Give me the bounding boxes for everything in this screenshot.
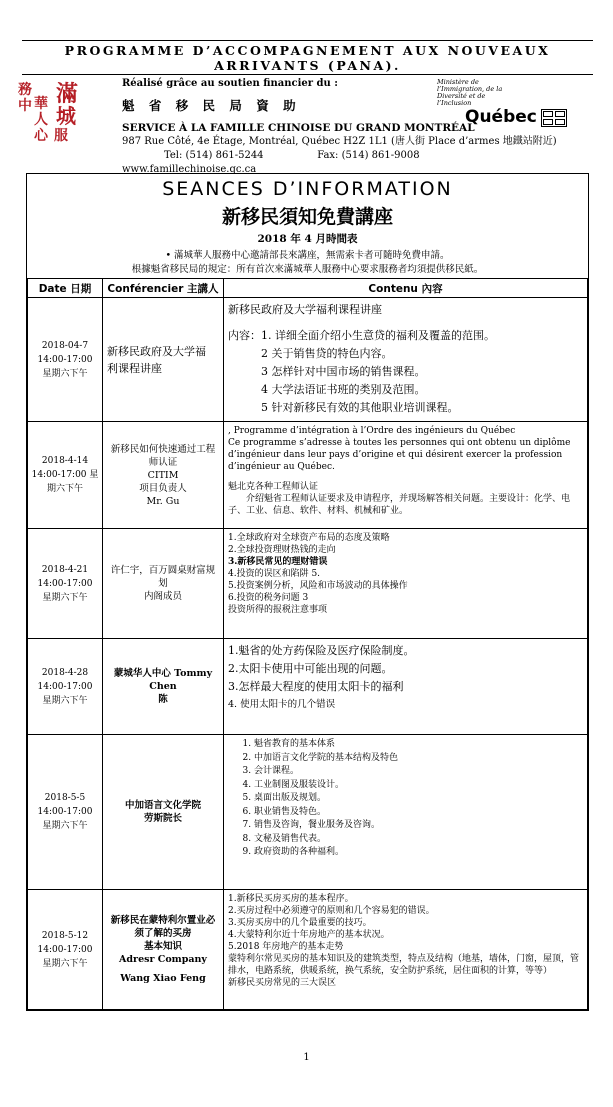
contact-line: [122, 149, 589, 177]
quebec-wordmark: Québec: [465, 107, 537, 127]
fleur-de-lis-flag-icon: [541, 109, 567, 127]
ministry-name: Ministère de l’Immigration, de la Diversité et de l’Inclusion: [437, 78, 503, 107]
session-speaker: 蒙城华人中心 Tommy Chen 陈: [103, 639, 224, 735]
table-row: [28, 735, 588, 890]
note-line: • 滿城華人服務中心邀請部長來講座，無需索卡者可隨時免費申請。: [165, 250, 450, 261]
logo-char: 滿: [56, 81, 79, 107]
table-header-row: [28, 279, 588, 298]
session-content: , Programme d’intégration à l’Ordre des ingénieurs du Québec Ce programme s’adresse à toutes les personnes qui ont obtenu un diplôme d’ingénieur dans leur pays d’origine et qui désirent exercer la profession d’ingénieur au Québec. 魁北克各种工程师认证 介绍魁省工程师认证要求及申请程序，并现场解答相关问题。主要设计：化学、电子、工业、信息、软件、材料、机械和矿业。: [224, 422, 588, 529]
sessions-table: [27, 278, 588, 1010]
table-row: [28, 298, 588, 422]
note-line: 根據魁省移民局的規定：所有首次來滿城華人服務中心要求服務者均須提供移民紙。: [131, 264, 484, 275]
session-date: 2018-04-7 14:00-17:00 星期六下午: [28, 298, 103, 422]
table-row: [28, 639, 588, 735]
table-row: [28, 529, 588, 639]
header-date: Date 日期: [28, 279, 103, 298]
website-link[interactable]: www.famillechinoise.qc.ca: [122, 164, 257, 175]
organization-name: SERVICE À LA FAMILLE CHINOISE DU GRAND MONTRÉAL: [122, 122, 475, 134]
letterhead: [18, 75, 589, 175]
page-number: 1: [303, 1052, 310, 1063]
session-speaker: 中加语言文化学院 劳斯院长: [103, 735, 224, 890]
fax: Fax: (514) 861-9008: [317, 150, 420, 161]
logo-char: 心: [34, 128, 48, 144]
program-title: PROGRAMME D’ACCOMPAGNEMENT AUX NOUVEAUX ARRIVANTS (PANA).: [22, 40, 593, 75]
content-frame: [26, 173, 589, 1011]
section-subtitle: 新移民須知免費講座: [221, 206, 393, 228]
session-date: 2018-4-28 14:00-17:00 星期六下午: [28, 639, 103, 735]
list-item: 7. 销售及咨询，餐业服务及咨询。: [254, 819, 583, 833]
organization-logo: [18, 81, 96, 151]
session-speaker: 许仁宇，百万圆桌财富规划 内阁成员: [103, 529, 224, 639]
list-item: 3. 会计课程。: [254, 765, 583, 779]
list-item: 2. 中加语言文化学院的基本结构及特色: [254, 752, 583, 766]
session-speaker: 新移民在蒙特利尔置业必 须了解的买房 基本知识 Adresr Company Wang Xiao Feng: [103, 890, 224, 1010]
session-content: 新移民政府及大学福利课程讲座 内容：1. 详细全面介绍小生意贷的福利及覆盖的范围。 2 关于销售贷的特色内容。 3 怎样针对中国市场的销售课程。 4 大学法语证书班的类别及范围。 5 针对新移民有效的其他职业培训课程。: [224, 298, 588, 422]
schedule-label: 2018 年 4 月時間表: [257, 233, 358, 245]
logo-char: 中: [18, 98, 32, 114]
funding-line: Réalisé grâce au soutien financier du :: [122, 78, 338, 89]
content-list: [228, 738, 583, 860]
funding-zh: 魁 省 移 民 局 資 助: [122, 98, 301, 113]
session-content: 1.魁省的处方药保险及医疗保险制度。 2.太阳卡使用中可能出现的问题。 3.怎样最大程度的使用太阳卡的福利 4. 使用太阳卡的几个错误: [224, 639, 588, 735]
logo-char: 服: [54, 128, 68, 144]
session-date: 2018-5-5 14:00-17:00 星期六下午: [28, 735, 103, 890]
quebec-government-logo: [413, 79, 583, 129]
list-item: 1. 魁省教育的基本体系: [254, 738, 583, 752]
address: 987 Rue Côté, 4e Étage, Montréal, Québec H2Z 1L1 (唐人街 Place d’armes 地鐵站附近): [122, 136, 557, 147]
section-title: SEANCES D’INFORMATION: [162, 178, 453, 200]
session-speaker: 新移民如何快速通过工程 师认证 CITIM 项目负责人 Mr. Gu: [103, 422, 224, 529]
table-row: [28, 890, 588, 1010]
session-content: [224, 735, 588, 890]
header-content: Contenu 內容: [224, 279, 588, 298]
session-content: 1.全球政府对全球资产布局的态度及策略 2.全球投资理财热钱的走向 3.新移民常见的理财错误 4.投资的误区和陷阱 5. 5.投资案例分析，风险和市场波动的具体操作 6.投资的税务问题 3 投资所得的报税注意事项: [224, 529, 588, 639]
logo-char: 人: [34, 112, 48, 128]
session-date: 2018-4-21 14:00-17:00 星期六下午: [28, 529, 103, 639]
session-content: 1.新移民买房买房的基本程序。 2.买房过程中必须遵守的原则和几个容易犯的错误。 3.买房买房中的几个最重要的技巧。 4.大蒙特利尔近十年房地产的基本状况。 5.2018 年房地产的基本走势 蒙特利尔常见买房的基本知识及的建筑类型，特点及结构（地基，墙体，门窗，屋顶，管排水，电路系统，供暖系统，换气系统，安全防护系统，居住面积的计算，等等） 新移民买房常见的三大误区: [224, 890, 588, 1010]
list-item: 8. 文秘及销售代表。: [254, 833, 583, 847]
table-row: [28, 422, 588, 529]
header-speaker: Conférencier 主講人: [103, 279, 224, 298]
logo-char: 華: [34, 96, 48, 112]
list-item: 6. 职业销售及特色。: [254, 806, 583, 820]
logo-char: 城: [56, 104, 76, 128]
list-item: 5. 桌面出版及规划。: [254, 792, 583, 806]
session-date: 2018-4-14 14:00-17:00 星 期六下午: [28, 422, 103, 529]
document-page: [18, 40, 589, 1011]
session-date: 2018-5-12 14:00-17:00 星期六下午: [28, 890, 103, 1010]
logo-char: 務: [18, 82, 32, 98]
list-item: 4. 工业制图及服装设计。: [254, 779, 583, 793]
telephone: Tel: (514) 861-5244: [164, 150, 264, 161]
session-speaker: 新移民政府及大学福 利课程讲座: [103, 298, 224, 422]
list-item: 9. 政府资助的各种福利。: [254, 846, 583, 860]
